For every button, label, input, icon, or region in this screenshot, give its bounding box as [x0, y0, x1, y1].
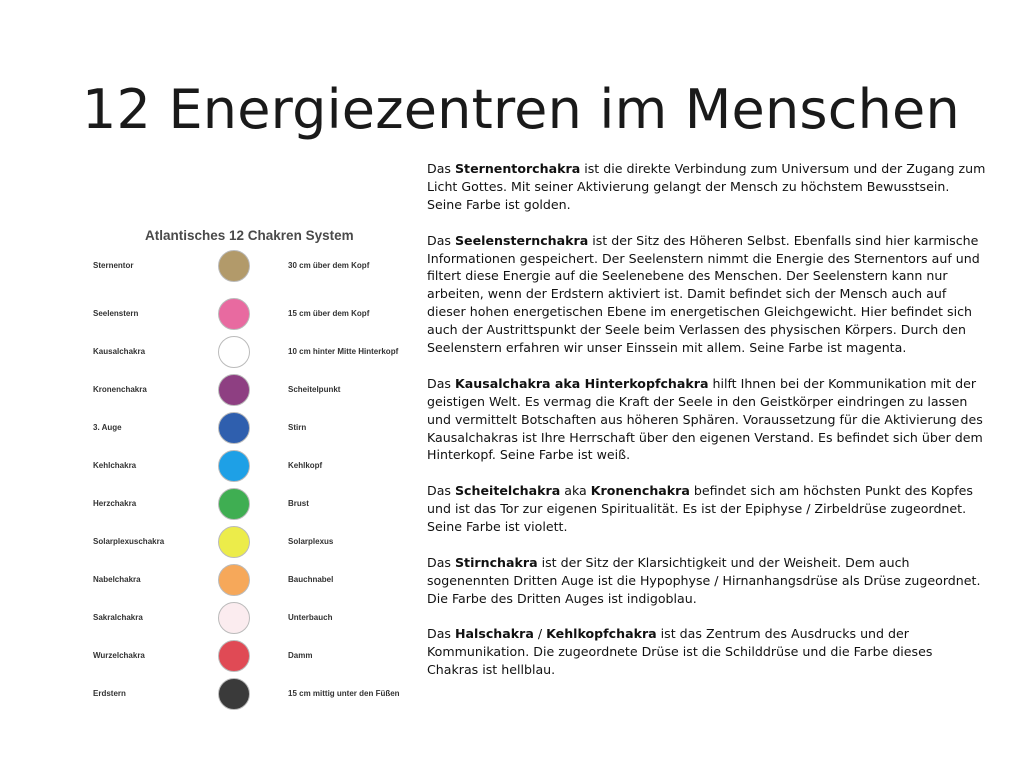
chakra-position: Bauchnabel	[288, 575, 334, 584]
chakra-position: 30 cm über dem Kopf	[288, 261, 370, 270]
paragraph-stirnchakra: Das Stirnchakra ist der Sitz der Klarsichtigkeit und der Weisheit. Dem auch sogenennten Dritten Auge ist die Hypophyse / Hirnanhangsdrüse als Drüse zugeordnet. Die Farbe des Dritten Auges ist indigoblau.	[427, 554, 981, 606]
chakra-position: Unterbauch	[288, 613, 333, 622]
chakra-name: Sakralchakra	[93, 613, 143, 622]
paragraph-scheitelchakra: Das Scheitelchakra aka Kronenchakra befindet sich am höchsten Punkt des Kopfes und ist das Tor zur eigenen Spiritualität. Es ist der Epiphyse / Zirbeldrüse zugeordnet. Seine Farbe ist violett.	[427, 483, 973, 535]
chakra-row	[85, 560, 415, 600]
chakra-position: 15 cm mittig unter den Füßen	[288, 689, 400, 698]
chakra-name: Solarplexuschakra	[93, 537, 165, 546]
chakra-position: Solarplexus	[288, 537, 334, 546]
chakra-color-dot	[218, 412, 250, 444]
chakra-name: Kausalchakra	[93, 347, 146, 356]
chakra-name: Wurzelchakra	[93, 651, 145, 660]
description-text	[427, 160, 987, 697]
chakra-color-dot	[218, 678, 250, 710]
chakra-name: Nabelchakra	[93, 575, 141, 584]
chakra-row	[85, 598, 415, 638]
chakra-row	[85, 674, 415, 714]
paragraph-seelenstern: Das Seelensternchakra ist der Sitz des Höheren Selbst. Ebenfalls sind hier karmische Informationen gespeichert. Der Seelenstern nimmt die Energie des Sternentors auf und filtert diese Energie auf die Seelenebene des Menschen. Der Seelenstern kann nur arbeiten, wenn der Erdstern aktiviert ist. Damit befindet sich der Mensch auch auf dieser hohen energetischen Ebene im energetischen Gleichgewicht. Hier befindet sich auch der Austrittspunkt der Seele beim Verlassen des physischen Körpers. Durch den Seelenstern erfahren wir unser Einssein mit allem. Seine Farbe ist magenta.	[427, 232, 980, 356]
chakra-name: 3. Auge	[93, 423, 122, 432]
chakra-color-dot	[218, 640, 250, 672]
chakra-row	[85, 370, 415, 410]
paragraph-halschakra: Das Halschakra / Kehlkopfchakra ist das Zentrum des Ausdrucks und der Kommunikation. Die zugeordnete Drüse ist die Schilddrüse und die Farbe dieses Chakras ist hellblau.	[427, 626, 933, 678]
chakra-name: Seelenstern	[93, 309, 139, 318]
chakra-color-dot	[218, 450, 250, 482]
slide-title: 12 Energiezentren im Menschen	[82, 78, 960, 141]
chakra-row	[85, 446, 415, 486]
chakra-name: Sternentor	[93, 261, 134, 270]
chakra-color-dot	[218, 336, 250, 368]
chakra-name: Herzchakra	[93, 499, 137, 508]
chakra-row	[85, 246, 415, 286]
chakra-color-dot	[218, 488, 250, 520]
chakra-color-dot	[218, 602, 250, 634]
chakra-row	[85, 294, 415, 334]
chakra-row	[85, 332, 415, 372]
chakra-name: Kehlchakra	[93, 461, 137, 470]
chakra-position: Stirn	[288, 423, 307, 432]
chakra-color-dot	[218, 250, 250, 282]
chakra-name: Kronenchakra	[93, 385, 147, 394]
chakra-position: 10 cm hinter Mitte Hinterkopf	[288, 347, 399, 356]
chakra-color-dot	[218, 526, 250, 558]
chakra-row	[85, 408, 415, 448]
chakra-position: Kehlkopf	[288, 461, 323, 470]
chart-heading: Atlantisches 12 Chakren System	[145, 228, 354, 243]
chakra-name: Erdstern	[93, 689, 126, 698]
chakra-row	[85, 522, 415, 562]
paragraph-kausalchakra: Das Kausalchakra aka Hinterkopfchakra hilft Ihnen bei der Kommunikation mit der geistigen Welt. Es vermag die Kraft der Seele in den Geistkörper eindringen zu lassen und vermittelt Botschaften aus höheren Sphären. Voraussetzung für die Aktivierung des Kausalchakras ist Ihre Herrschaft über den eigenen Verstand. Es befindet sich über dem Hinterkopf. Seine Farbe ist weiß.	[427, 375, 983, 463]
chakra-row	[85, 484, 415, 524]
chakra-position: Damm	[288, 651, 313, 660]
chakra-color-dot	[218, 564, 250, 596]
chakra-chart	[85, 218, 415, 748]
chakra-color-dot	[218, 374, 250, 406]
chakra-position: 15 cm über dem Kopf	[288, 309, 370, 318]
chakra-position: Brust	[288, 499, 309, 508]
chakra-color-dot	[218, 298, 250, 330]
chakra-row	[85, 636, 415, 676]
chakra-position: Scheitelpunkt	[288, 385, 341, 394]
paragraph-sternentor: Das Sternentorchakra ist die direkte Verbindung zum Universum und der Zugang zum Licht Gottes. Mit seiner Aktivierung gelangt der Mensch zu höchstem Bewusstsein. Seine Farbe ist golden.	[427, 161, 986, 212]
